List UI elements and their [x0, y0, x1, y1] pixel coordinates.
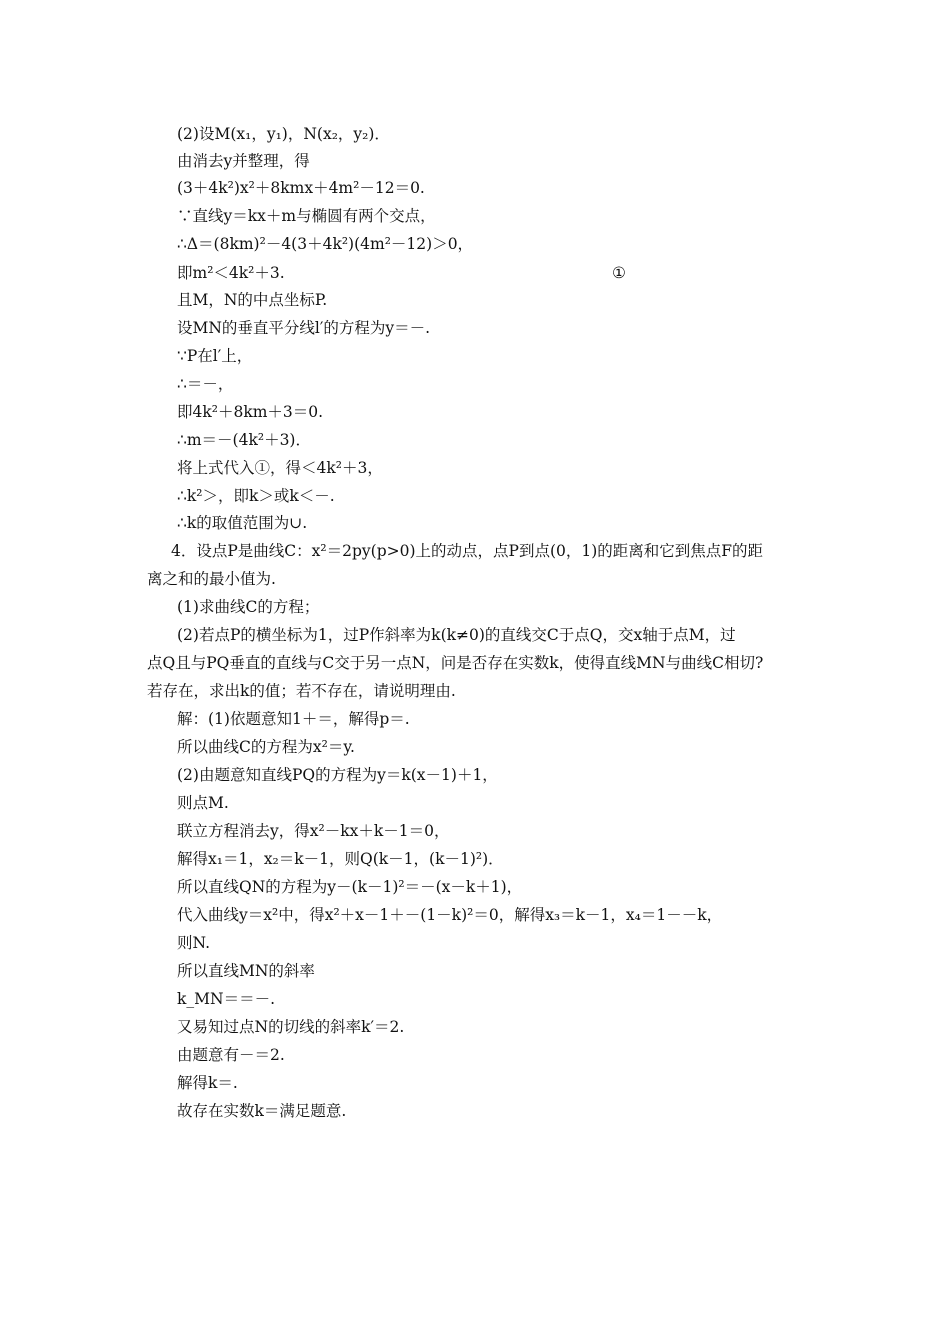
text-line: ∵直线y＝kx＋m与椭圆有两个交点， [177, 207, 436, 225]
problem-4-statement: 4．设点P是曲线C：x²＝2py(p>0)上的动点，点P到点(0，1)的距离和它到焦点F的距 [171, 542, 764, 560]
equation-marker: ① [612, 264, 626, 282]
text-line: ∴k²＞，即k＞或k＜－. [177, 487, 335, 505]
text-line: 所以直线QN的方程为y－(k－1)²＝－(x－k＋1)， [177, 878, 523, 896]
text-line: 联立方程消去y，得x²－kx＋k－1＝0， [177, 822, 450, 840]
text-line: (2)由题意知直线PQ的方程为y＝k(x－1)＋1， [177, 766, 498, 784]
text-line: 若存在，求出k的值；若不存在，请说明理由. [147, 682, 456, 700]
text-line: 解得k＝. [177, 1074, 238, 1092]
text-line: (1)求曲线C的方程； [177, 598, 320, 616]
text-line: 设MN的垂直平分线l′的方程为y＝－. [177, 319, 431, 337]
text-line: ∴＝－， [177, 375, 234, 393]
text-line: 即m²＜4k²＋3. [177, 264, 285, 282]
text-line: 将上式代入①，得＜4k²＋3， [177, 459, 383, 477]
text-line: (3＋4k²)x²＋8kmx＋4m²－12＝0. [177, 179, 425, 197]
text-line: ∵P在l′上， [177, 347, 253, 365]
text-line: 由题意有－＝2. [177, 1046, 285, 1064]
text-line: 则N. [177, 934, 210, 952]
text-line: 所以曲线C的方程为x²＝y. [177, 738, 355, 756]
text-line: 故存在实数k＝满足题意. [177, 1102, 347, 1120]
text-line: 解：(1)依题意知1＋＝，解得p＝. [177, 710, 410, 728]
text-line: 点Q且与PQ垂直的直线与C交于另一点N，问是否存在实数k，使得直线MN与曲线C相切? [147, 654, 764, 672]
text-line: 所以直线MN的斜率 [177, 962, 315, 980]
text-line: (2)设M(x₁，y₁)，N(x₂，y₂)． [177, 125, 390, 143]
text-line: 则点M. [177, 794, 229, 812]
text-line: ∴k的取值范围为∪. [177, 514, 308, 532]
text-line: 解得x₁＝1，x₂＝k－1，则Q(k－1，(k－1)²)． [177, 850, 504, 868]
text-line: 由消去y并整理，得 [177, 152, 310, 170]
text-line: ∴m＝－(4k²＋3)． [177, 431, 311, 449]
text-line: 离之和的最小值为. [147, 570, 276, 588]
text-line: k_MN＝＝－. [177, 990, 276, 1008]
text-line: (2)若点P的横坐标为1，过P作斜率为k(k≠0)的直线交C于点Q，交x轴于点M，过 [177, 626, 736, 644]
text-line: 即4k²＋8km＋3＝0. [177, 403, 324, 421]
text-line: 又易知过点N的切线的斜率k′＝2. [177, 1018, 405, 1036]
text-line: 代入曲线y＝x²中，得x²＋x－1＋－(1－k)²＝0，解得x₃＝k－1，x₄＝1－－k， [177, 906, 723, 924]
text-line: ∴Δ＝(8km)²－4(3＋4k²)(4m²－12)＞0， [177, 235, 474, 253]
text-line: 且M，N的中点坐标P. [177, 291, 328, 309]
